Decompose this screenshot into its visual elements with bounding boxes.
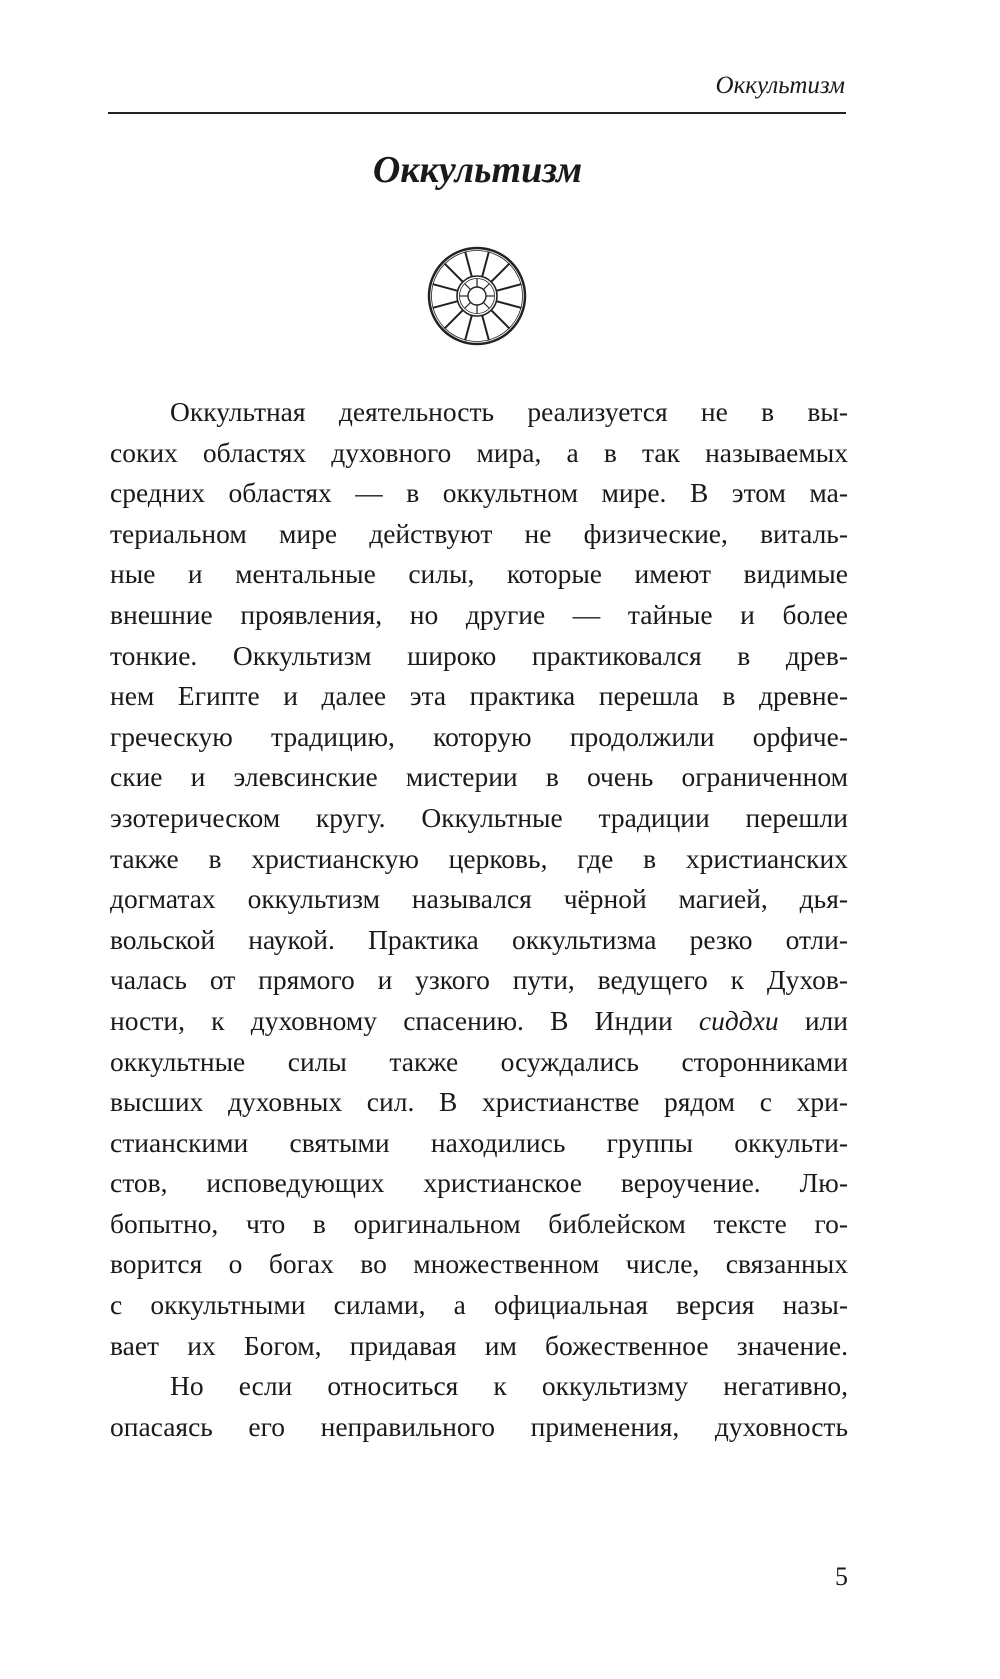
text-line: Но если относиться к оккультизму негативно, — [170, 1370, 848, 1402]
wheel-spoke — [444, 263, 462, 281]
text-line: средних областях — в оккультном мире. В этом ма- — [110, 477, 848, 509]
text-line: также в христианскую церковь, где в христианских — [110, 842, 848, 874]
wheel-spoke — [433, 301, 458, 308]
text-line: Оккультная деятельность реализуется не в вы- — [170, 396, 848, 427]
wheel-spoke — [496, 284, 521, 291]
text-line: стов, исповедующих христианское вероучение. Лю- — [110, 1167, 848, 1199]
text-line: греческую традицию, которую продолжили орфиче- — [110, 720, 848, 752]
wheel-inner-spoke — [483, 284, 489, 290]
text-line: с оккультными силами, а официальная версия назы- — [110, 1289, 848, 1321]
italic-term: сиддхи — [698, 1004, 779, 1036]
wheel-inner-spoke — [483, 302, 489, 308]
text-line: вольской наукой. Практика оккультизма резко отли- — [110, 923, 848, 955]
text-line: ские и элевсинские мистерии в очень ограниченном — [110, 761, 848, 793]
text-line: териальном мире действуют не физические, виталь- — [110, 517, 848, 549]
wheel-spoke — [482, 252, 489, 277]
text-line: вает их Богом, придавая им божественное значение. — [110, 1329, 848, 1361]
wheel-spoke — [496, 301, 521, 308]
body-text — [110, 392, 848, 1447]
text-line: соких областях духовного мира, а в так называемых — [110, 436, 848, 468]
page-number: 5 — [835, 1562, 848, 1591]
wheel-inner-spoke — [465, 302, 471, 308]
chapter-title: Оккультизм — [372, 149, 583, 191]
text-line: нем Египте и далее эта практика перешла в древне- — [110, 680, 848, 712]
text-line: ные и ментальные силы, которые имеют видимые — [110, 558, 848, 590]
text-line: чалась от прямого и узкого пути, ведущего к Духов- — [110, 964, 848, 996]
text-line: эзотерическом кругу. Оккультные традиции перешли — [110, 801, 848, 833]
text-line: тонкие. Оккультизм широко практиковался в древ- — [110, 639, 848, 671]
text-line: опасаясь его неправильного применения, духовность — [110, 1410, 848, 1442]
wheel-spoke — [465, 252, 472, 277]
wheel-spoke — [433, 284, 458, 291]
text-segment: или — [778, 1004, 848, 1036]
wheel-ornament-icon — [426, 245, 528, 347]
wheel-spoke — [482, 315, 489, 340]
wheel-spoke — [491, 263, 509, 281]
running-head: Оккультизм — [715, 72, 845, 99]
wheel-spoke — [491, 310, 509, 328]
text-line: высших духовных сил. В христианстве рядом с хри- — [110, 1086, 848, 1118]
wheel-spoke — [465, 315, 472, 340]
text-segment: ности, к духовному спасению. В Индии — [110, 1004, 699, 1036]
text-line: стианскими святыми находились группы оккульти- — [110, 1126, 848, 1158]
text-line: внешние проявления, но другие — тайные и более — [110, 598, 848, 630]
text-line: ворится о богах во множественном числе, связанных — [110, 1248, 848, 1280]
wheel-spoke — [444, 310, 462, 328]
wheel-inner-spoke — [465, 284, 471, 290]
text-line: догматах оккультизм назывался чёрной магией, дья- — [110, 883, 848, 915]
text-line: оккультные силы также осуждались сторонниками — [110, 1045, 848, 1077]
text-line: бопытно, что в оригинальном библейском тексте го- — [110, 1207, 848, 1239]
text-line — [110, 1001, 848, 1042]
header-rule — [108, 112, 846, 114]
